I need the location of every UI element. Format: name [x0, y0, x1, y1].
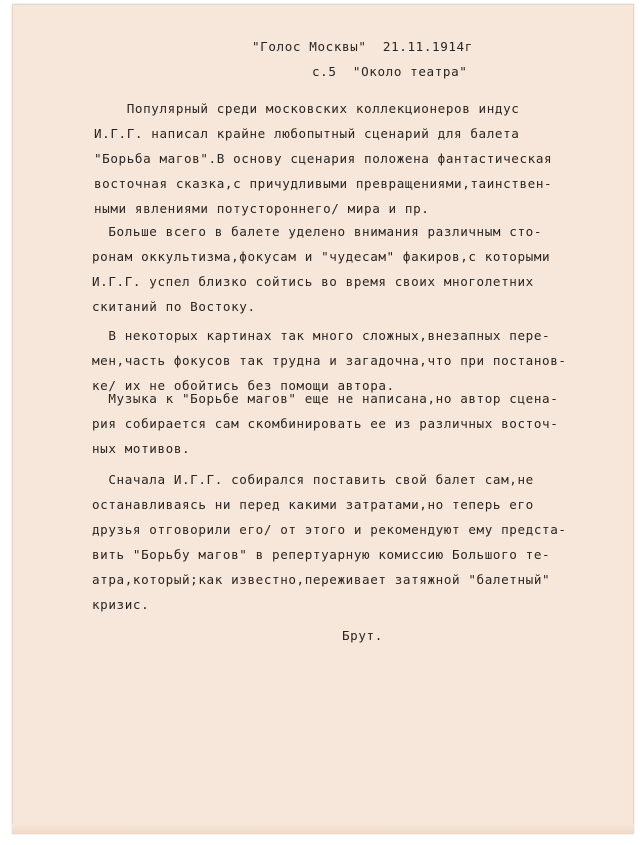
text-line: Сначала И.Г.Г. собирался поставить свой балет сам,не — [92, 472, 534, 487]
text-line: останавливаясь ни перед какими затратами,но теперь его — [92, 497, 534, 512]
text-line: "Борьба магов".В основу сценария положена фантастическая — [94, 151, 553, 166]
text-line: друзья отговорили его/ от этого и рекомендуют ему предста- — [92, 522, 567, 537]
text-line: В некоторых картинах так много сложных,внезапных пере- — [92, 328, 551, 343]
text-line: восточная сказка,с причудливыми превращениями,таинствен- — [94, 176, 553, 191]
text-line: ке/ их не обойтись без помощи автора. — [92, 378, 395, 393]
text-line: И.Г.Г. успел близко сойтись во время своих многолетних — [92, 274, 534, 289]
paragraph-3 — [92, 326, 602, 396]
paragraph-2 — [92, 222, 602, 317]
text-line: ронам оккультизма,фокусам и "чудесам" факиров,с которыми — [92, 249, 551, 264]
signature: Брут. — [342, 628, 383, 643]
header-source-line: "Голос Москвы" 21.11.1914г — [252, 39, 473, 54]
text-line: ными явлениями потустороннего/ мира и пр. — [94, 201, 430, 216]
document-page — [12, 4, 634, 834]
text-line: И.Г.Г. написал крайне любопытный сценарий для балета — [94, 126, 520, 141]
text-line: Музыка к "Борьбе магов" еще не написана,но автор сцена- — [92, 391, 559, 406]
text-line: Популярный среди московских коллекционеров индус — [94, 101, 520, 116]
text-line: скитаний по Востоку. — [92, 299, 256, 314]
text-line: ных мотивов. — [92, 441, 191, 456]
text-line: мен,часть фокусов так трудна и загадочна,что при постанов- — [92, 353, 567, 368]
text-line: кризис. — [92, 597, 150, 612]
paragraph-4 — [92, 389, 602, 459]
paragraph-5 — [92, 470, 602, 615]
header-page-line: с.5 "Около театра" — [312, 64, 468, 79]
text-line: атра,который;как известно,переживает затяжной "балетный" — [92, 572, 551, 587]
paragraph-1 — [94, 99, 604, 219]
text-line: Больше всего в балете уделено внимания различным сто- — [92, 224, 543, 239]
text-line: вить "Борьбу магов" в репертуарную комиссию Большого те- — [92, 547, 551, 562]
text-line: рия собирается сам скомбинировать ее из различных восточ- — [92, 416, 559, 431]
